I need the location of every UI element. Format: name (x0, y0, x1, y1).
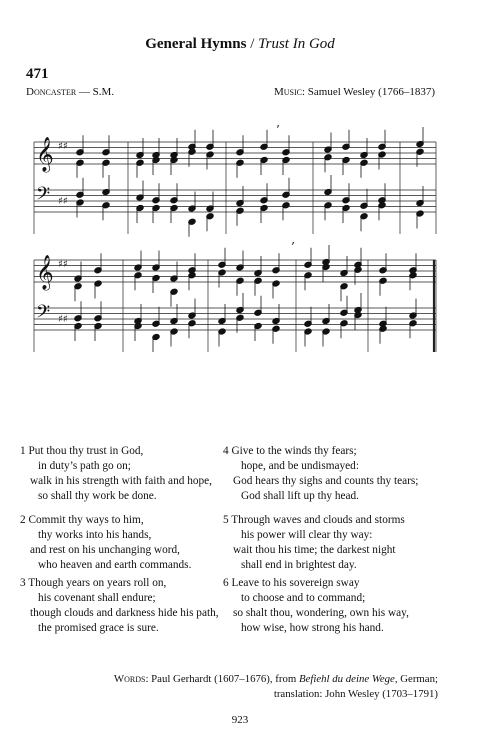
verse-number: 5 (223, 514, 232, 526)
verse-line: to choose and to command; (241, 592, 366, 604)
words-credit (114, 672, 438, 702)
verse-line: hope, and be undismayed: (241, 460, 359, 472)
staff-lines (34, 142, 436, 352)
verse-line: God shall lift up thy head. (241, 490, 359, 502)
words-label: Words: (113, 673, 149, 685)
bass-clef-icon: 𝄢 (36, 302, 51, 327)
verse-line: who heaven and earth commands. (38, 559, 192, 571)
tune-name (26, 86, 114, 98)
verse-text: Through waves and clouds and storms (231, 514, 405, 526)
verse-number: 4 (223, 445, 232, 457)
verse-text: Put thou thy trust in God, (28, 445, 144, 457)
verse-line: his power will clear thy way: (241, 529, 373, 541)
words-translator: translation: John Wesley (1703–1791) (273, 688, 438, 700)
header-separator: / (246, 36, 259, 52)
treble-clef-icon: 𝄞 (36, 255, 54, 290)
verse-line (223, 576, 409, 591)
verse-line: so shalt thou, wondering, own his way, (233, 607, 409, 619)
verse-line: though clouds and darkness hide his path, (30, 607, 219, 619)
verse-line: so shall thy work be done. (38, 490, 157, 502)
sharp-icon: ♯♯ (58, 259, 68, 270)
words-author: Paul Gerhardt (1607–1676), from (148, 673, 299, 685)
verse-number: 2 (20, 514, 29, 526)
page-header (0, 36, 480, 53)
verse-1 (20, 444, 212, 504)
sharp-icon: ♯♯ (58, 314, 68, 325)
sharp-icon: ♯♯ (58, 141, 68, 152)
verse-3 (20, 576, 219, 636)
subsection-title: Trust In God (258, 36, 335, 52)
verse-line: in duty’s path go on; (38, 460, 131, 472)
words-source-title: Befiehl du deine Wege (298, 673, 395, 685)
verse-line (223, 444, 418, 459)
sharp-icon: ♯♯ (58, 196, 68, 207)
verse-number: 1 (20, 445, 29, 457)
verse-line (20, 513, 191, 528)
verse-number: 6 (223, 577, 232, 589)
music-composer: Samuel Wesley (1766–1837) (305, 86, 435, 98)
verse-5 (223, 513, 405, 573)
verse-text: Leave to his sovereign sway (231, 577, 360, 589)
notes (74, 127, 424, 352)
verse-4 (223, 444, 419, 504)
verse-line: walk in his strength with faith and hope, (30, 475, 212, 487)
verse-text: Commit thy ways to him, (28, 514, 144, 526)
verse-line (223, 513, 405, 528)
verse-line: wait thou his time; the darkest night (233, 544, 396, 556)
page-number: 923 (231, 714, 249, 726)
breath-mark-icon: ’ (276, 123, 280, 137)
verse-number: 3 (20, 577, 29, 589)
verse-text: Give to the winds thy fears; (231, 445, 357, 457)
verse-line: the promised grace is sure. (38, 622, 159, 634)
tune-title: Doncaster (26, 86, 77, 98)
verse-text: Though years on years roll on, (28, 577, 167, 589)
music-score (28, 120, 448, 382)
verse-line: his covenant shall endure; (38, 592, 156, 604)
verse-line: how wise, how strong his hand. (241, 622, 384, 634)
verse-line (20, 576, 219, 591)
music-label: Music: (273, 86, 306, 98)
section-title: General Hymns (145, 36, 247, 52)
hymn-number: 471 (26, 66, 49, 82)
verse-6 (223, 576, 409, 636)
music-credit (274, 86, 435, 98)
verse-line: and rest on his unchanging word, (30, 544, 180, 556)
breath-mark-icon: ’ (291, 240, 295, 254)
words-language: , German; (394, 673, 438, 685)
verse-line: thy works into his hands, (38, 529, 152, 541)
verse-line (20, 444, 212, 459)
verse-line: God hears thy sighs and counts thy tears; (233, 475, 419, 487)
verse-2 (20, 513, 192, 573)
meter: — S.M. (76, 86, 115, 98)
verse-line: shall end in brightest day. (241, 559, 357, 571)
treble-clef-icon: 𝄞 (36, 137, 54, 172)
bass-clef-icon: 𝄢 (36, 184, 51, 209)
